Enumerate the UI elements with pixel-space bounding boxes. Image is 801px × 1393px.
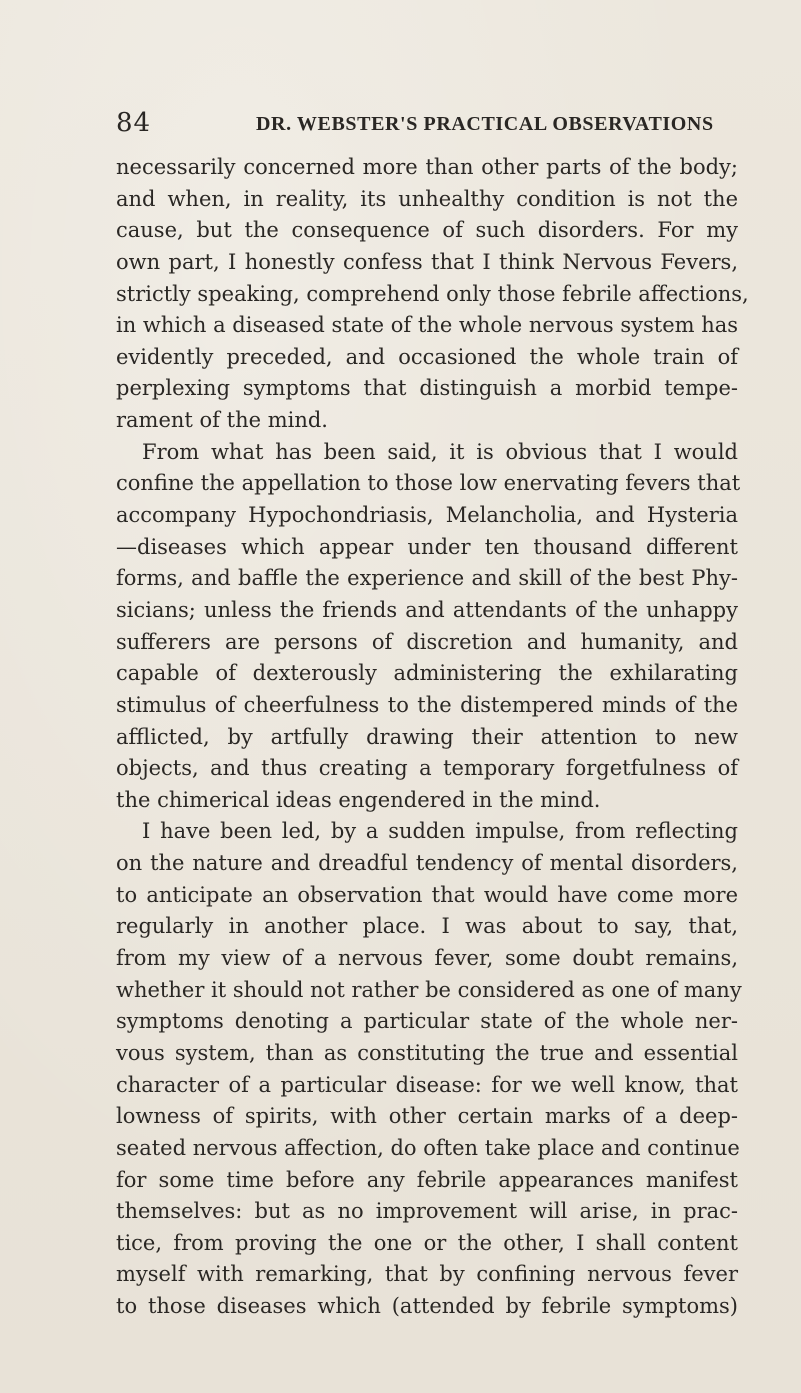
text-line: From what has been said, it is obvious that I would <box>142 439 738 464</box>
text-line: —diseases which appear under ten thousand different <box>116 534 738 559</box>
running-head <box>116 108 756 148</box>
text-line: stimulus of cheerfulness to the distempered minds of the <box>116 692 738 717</box>
text-line: evidently preceded, and occasioned the whole train of <box>116 344 738 369</box>
text-line: necessarily concerned more than other parts of the body; <box>116 155 738 179</box>
text-line: themselves: but as no improvement will arise, in prac- <box>116 1199 738 1224</box>
text-line: cause, but the consequence of such disorders. For my <box>116 218 738 243</box>
text-line: seated nervous affection, do often take place and continue <box>116 1135 740 1160</box>
text-line: character of a particular disease: for we well know, that <box>116 1072 738 1097</box>
text-line: afflicted, by artfully drawing their attention to new <box>116 724 738 749</box>
text-line: sufferers are persons of discretion and humanity, and <box>116 629 738 654</box>
text-line: the chimerical ideas engendered in the mind. <box>116 787 601 812</box>
text-line: to those diseases which (attended by febrile symptoms) <box>116 1294 738 1319</box>
text-line: symptoms denoting a particular state of the whole ner- <box>116 1009 738 1034</box>
text-line: capable of dexterously administering the exhilarating <box>116 661 738 686</box>
text-line: confine the appellation to those low enervating fevers that <box>116 471 741 496</box>
text-line: own part, I honestly confess that I think Nervous Fevers, <box>116 249 738 274</box>
text-line: to anticipate an observation that would have come more <box>116 882 738 907</box>
text-line: objects, and thus creating a temporary forgetfulness of <box>116 756 738 781</box>
text-line: whether it should not rather be considered as one of many <box>116 977 742 1002</box>
text-line: lowness of spirits, with other certain marks of a deep- <box>116 1104 738 1129</box>
text-line: perplexing symptoms that distinguish a morbid tempe- <box>116 376 738 401</box>
text-line: myself with remarking, that by confining nervous fever <box>116 1262 738 1287</box>
text-line: on the nature and dreadful tendency of mental disorders, <box>116 851 738 876</box>
text-line: strictly speaking, comprehend only those febrile affections, <box>116 281 749 306</box>
text-line: and when, in reality, its unhealthy condition is not the <box>116 186 738 211</box>
text-line: I have been led, by a sudden impulse, from reflecting <box>142 819 738 844</box>
text-line: vous system, than as constituting the true and essential <box>116 1040 738 1065</box>
running-title: DR. WEBSTER'S PRACTICAL OBSERVATIONS <box>256 113 714 135</box>
text-line: for some time before any febrile appearances manifest <box>116 1167 738 1192</box>
body-text <box>116 152 749 1323</box>
text-line: tice, from proving the one or the other, I shall content <box>116 1230 738 1255</box>
text-line: forms, and baffle the experience and skill of the best Phy- <box>116 566 738 591</box>
text-line: accompany Hypochondriasis, Melancholia, and Hysteria <box>116 503 738 528</box>
page-number: 84 <box>116 108 152 138</box>
text-line: regularly in another place. I was about to say, that, <box>116 914 738 939</box>
text-line: rament of the mind. <box>116 408 328 433</box>
text-line: sicians; unless the friends and attendants of the unhappy <box>116 597 738 622</box>
text-line: in which a diseased state of the whole nervous system has <box>116 313 739 338</box>
text-line: from my view of a nervous fever, some doubt remains, <box>116 946 738 971</box>
